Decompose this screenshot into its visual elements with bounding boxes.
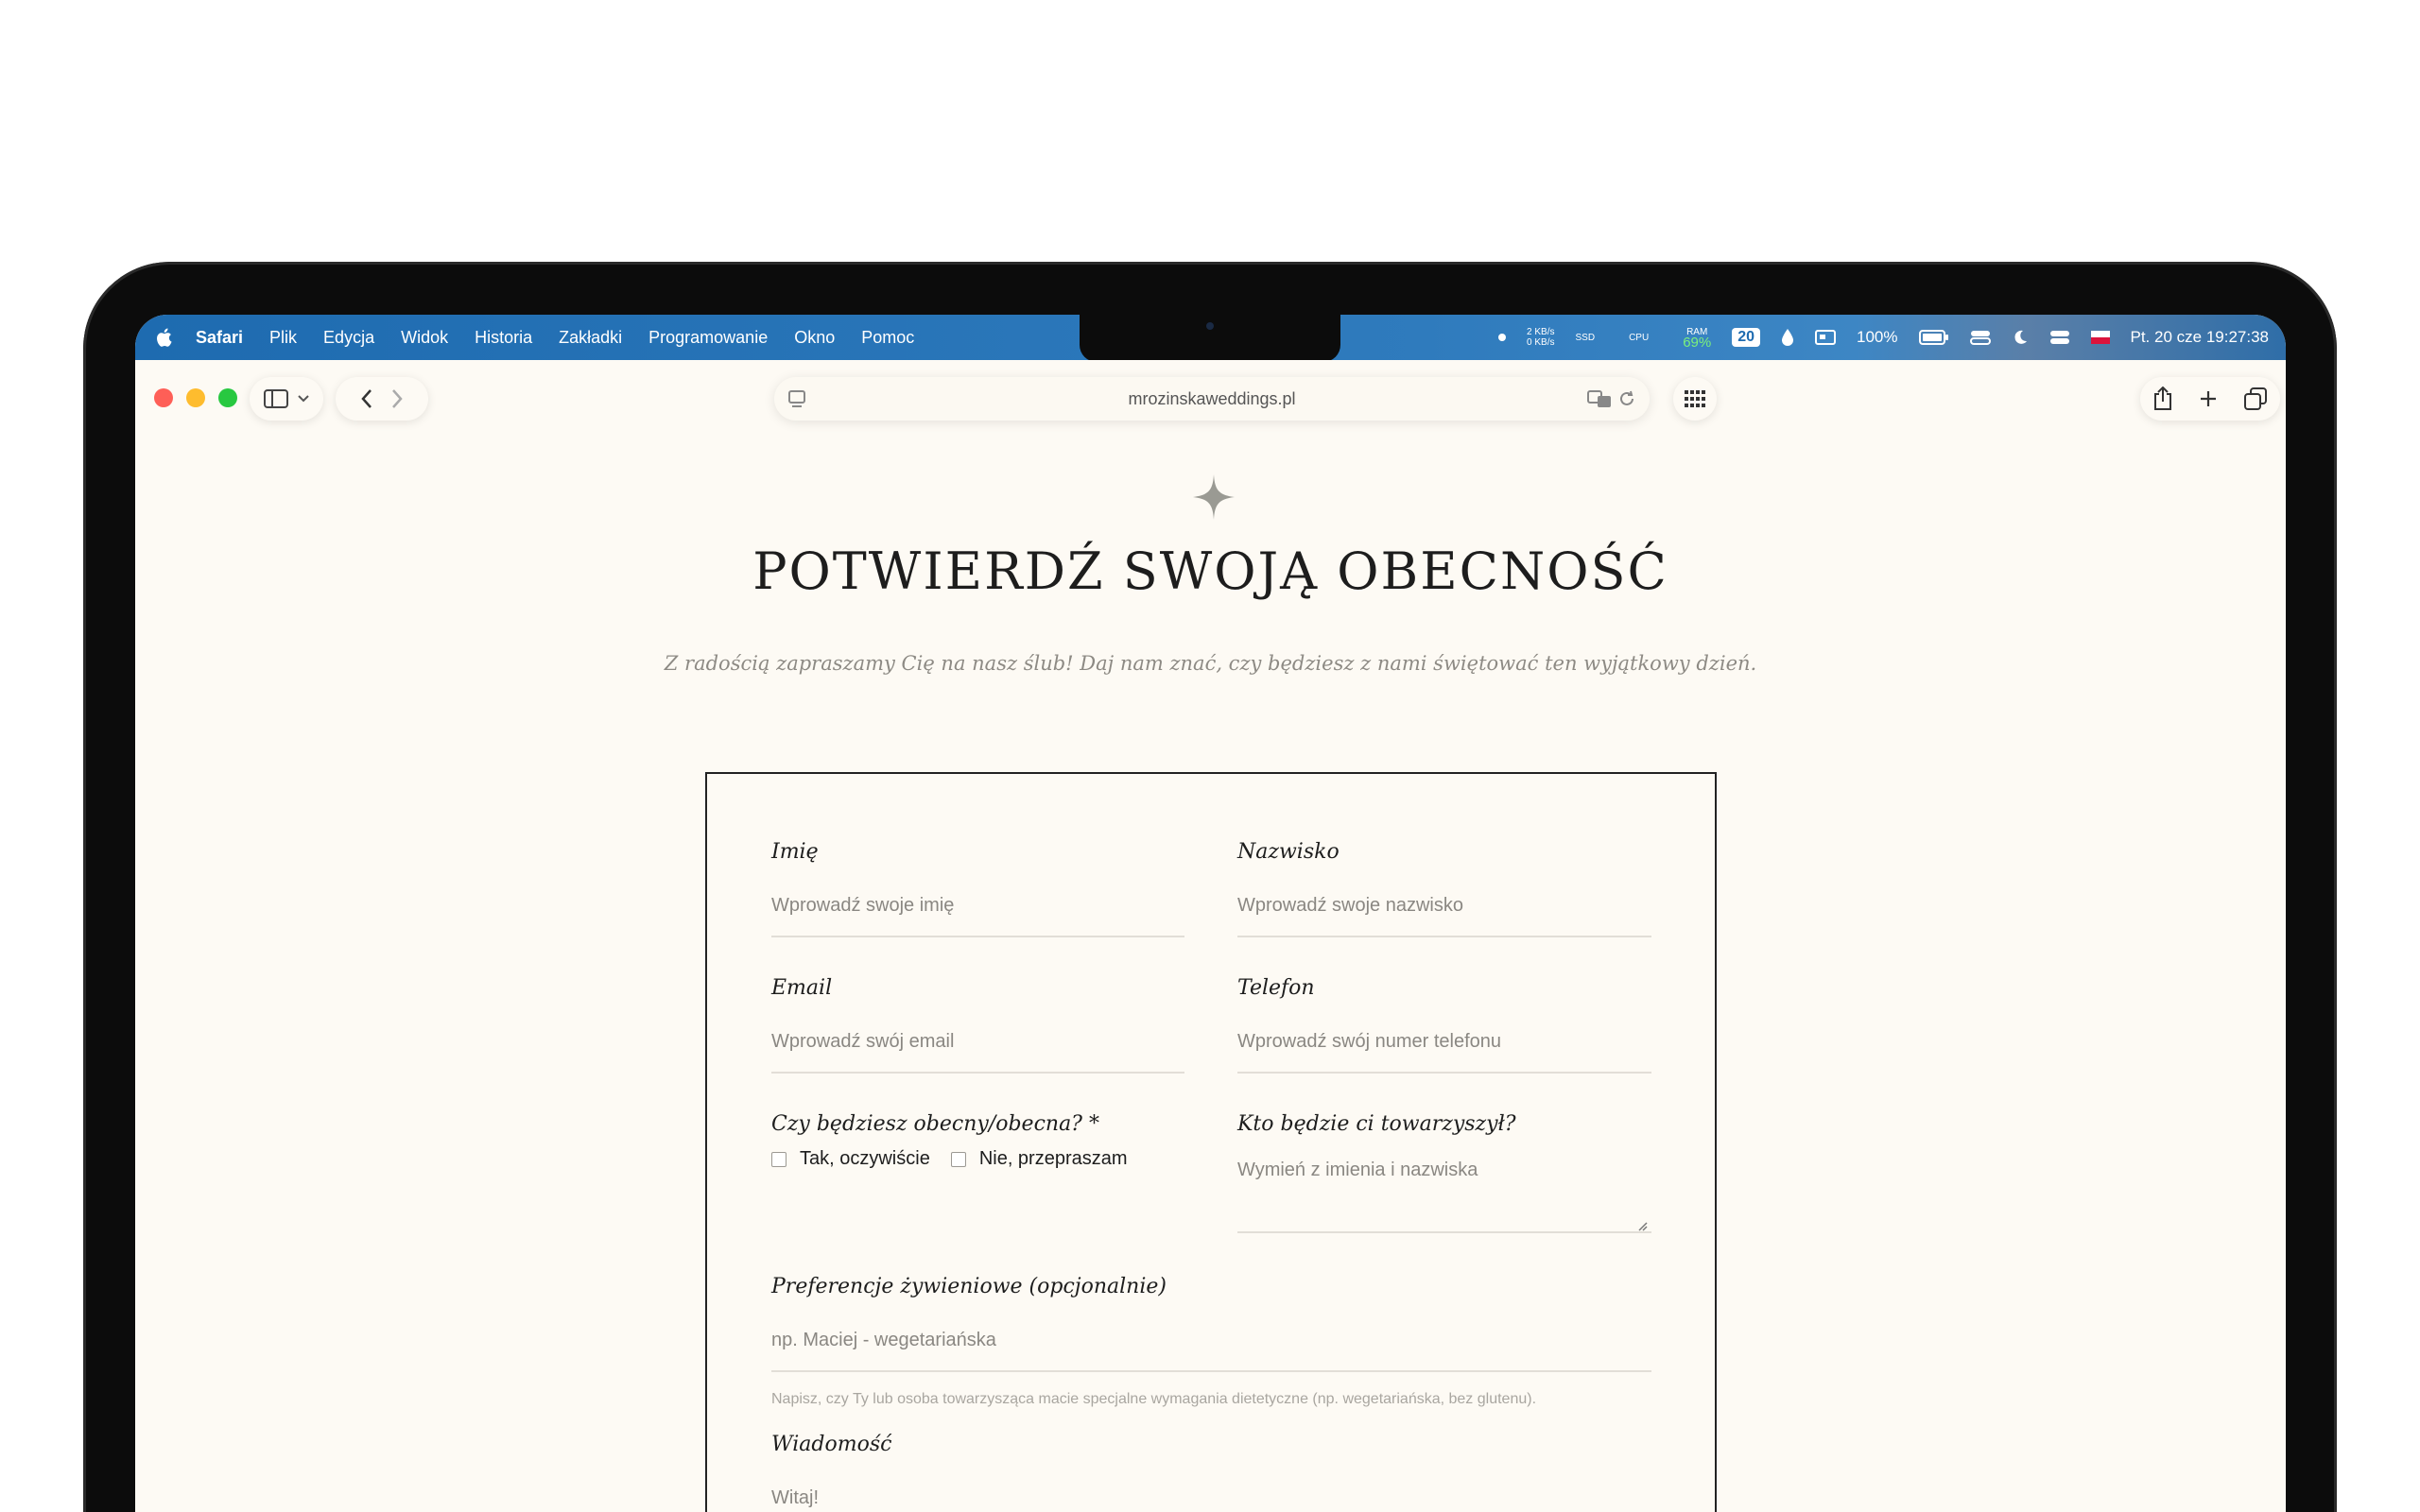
network-stats[interactable] [1527, 327, 1554, 348]
grid-icon [1684, 389, 1706, 408]
menu-historia[interactable]: Historia [475, 327, 533, 347]
chevron-down-icon [298, 395, 309, 403]
email-label: Email [771, 976, 833, 1000]
calendar-day-badge[interactable]: 20 [1732, 328, 1760, 347]
fullscreen-window-button[interactable] [218, 388, 237, 407]
battery-icon[interactable] [1919, 329, 1949, 346]
display-icon[interactable] [1815, 329, 1836, 346]
sparkle-icon [1193, 474, 1235, 520]
moon-icon[interactable] [2012, 329, 2029, 346]
message-textarea[interactable]: Witaj! [771, 1487, 819, 1508]
last-name-input[interactable] [1237, 895, 1651, 937]
email-input[interactable] [771, 1031, 1184, 1074]
tabs-overview-icon[interactable] [2244, 387, 2267, 410]
flag-icon[interactable] [2091, 331, 2110, 344]
diet-field [771, 1275, 1651, 1298]
ssd-stat[interactable]: SSD [1575, 332, 1596, 343]
page-subtitle: Z radością zapraszamy Cię na nasz ślub! Daj nam znać, czy będziesz z nami świętować ten wyjątkowy dzień. [664, 652, 1757, 675]
first-name-label: Imię [771, 840, 819, 864]
close-window-button[interactable] [154, 388, 173, 407]
toggles-icon[interactable] [2049, 329, 2070, 346]
message-field [771, 1433, 1651, 1508]
right-toolbar-group [2140, 377, 2280, 421]
sidebar-toggle-button[interactable] [250, 377, 323, 421]
diet-input[interactable] [771, 1330, 1651, 1372]
camera-notch [1080, 315, 1340, 362]
attend-yes-checkbox[interactable] [771, 1152, 786, 1167]
first-name-field [771, 840, 1184, 864]
back-icon[interactable] [360, 388, 373, 409]
diet-label: Preferencje żywieniowe (opcjonalnie) [771, 1275, 1167, 1298]
last-name-field [1237, 840, 1651, 864]
companion-textarea[interactable]: Wymień z imienia i nazwiska [1237, 1160, 1651, 1233]
attend-no-option[interactable] [951, 1148, 1128, 1170]
camera-icon [1206, 322, 1214, 330]
attendance-field [771, 1112, 1184, 1188]
net-up: 2 KB/s [1527, 327, 1555, 337]
sidebar-icon [264, 389, 288, 408]
attendance-label: Czy będziesz obecny/obecna? * [771, 1112, 1099, 1136]
attend-yes-label: Tak, oczywiście [800, 1148, 930, 1169]
diet-hint: Napisz, czy Ty lub osoba towarzysząca macie specjalne wymagania dietetyczne (np. wegetariańska, bez glutenu). [771, 1391, 1537, 1407]
reload-icon[interactable] [1617, 389, 1636, 408]
message-label: Wiadomość [771, 1433, 892, 1456]
ram-stat[interactable] [1683, 327, 1712, 351]
ram-label: RAM [1686, 327, 1708, 337]
translate-icon[interactable] [1587, 389, 1612, 408]
url-text[interactable]: mrozinskaweddings.pl [1128, 389, 1296, 408]
safari-toolbar [135, 360, 2286, 430]
forward-icon[interactable] [390, 388, 404, 409]
ram-value: 69% [1683, 335, 1712, 351]
battery-percent: 100% [1857, 328, 1898, 346]
menu-widok[interactable]: Widok [401, 327, 449, 347]
drop-icon[interactable] [1781, 328, 1794, 347]
attend-yes-option[interactable] [771, 1148, 930, 1170]
attend-no-label: Nie, przepraszam [978, 1148, 1128, 1169]
resize-handle-icon[interactable] [1636, 1220, 1648, 1231]
rsvp-form [705, 772, 1717, 1512]
last-name-label: Nazwisko [1237, 840, 1340, 864]
datetime[interactable]: Pt. 20 cze 19:27:38 [2130, 328, 2269, 346]
menu-app-name[interactable]: Safari [196, 327, 244, 347]
menu-zakladki[interactable]: Zakładki [559, 327, 623, 347]
status-area [1498, 315, 2269, 360]
email-field [771, 976, 1184, 1000]
cpu-stat[interactable]: CPU [1629, 332, 1650, 343]
minimize-window-button[interactable] [186, 388, 205, 407]
menu-edycja[interactable]: Edycja [323, 327, 375, 347]
phone-field [1237, 976, 1651, 1000]
share-icon[interactable] [2153, 387, 2172, 411]
status-dot-icon[interactable] [1498, 334, 1506, 341]
menu-plik[interactable]: Plik [269, 327, 298, 347]
phone-label: Telefon [1237, 976, 1315, 1000]
companion-label: Kto będzie ci towarzyszył? [1237, 1112, 1516, 1136]
apple-icon[interactable] [154, 327, 173, 348]
new-tab-icon[interactable] [2199, 389, 2218, 408]
first-name-input[interactable] [771, 895, 1184, 937]
page-content [135, 430, 2286, 1512]
attendance-options [771, 1148, 1128, 1170]
page-title: POTWIERDŹ SWOJĄ OBECNOŚĆ [752, 541, 1668, 601]
window-controls [154, 388, 237, 407]
menu-okno[interactable]: Okno [794, 327, 836, 347]
phone-input[interactable] [1237, 1031, 1651, 1074]
menu-programowanie[interactable]: Programowanie [648, 327, 769, 347]
screen [135, 315, 2286, 1512]
address-bar[interactable] [774, 377, 1650, 421]
net-down: 0 KB/s [1527, 337, 1555, 348]
extensions-button[interactable] [1673, 377, 1717, 421]
attend-no-checkbox[interactable] [951, 1152, 966, 1167]
menu-pomoc[interactable]: Pomoc [861, 327, 915, 347]
history-nav [336, 377, 428, 421]
control-center-icon[interactable] [1970, 329, 1991, 346]
companion-field [1237, 1112, 1651, 1235]
